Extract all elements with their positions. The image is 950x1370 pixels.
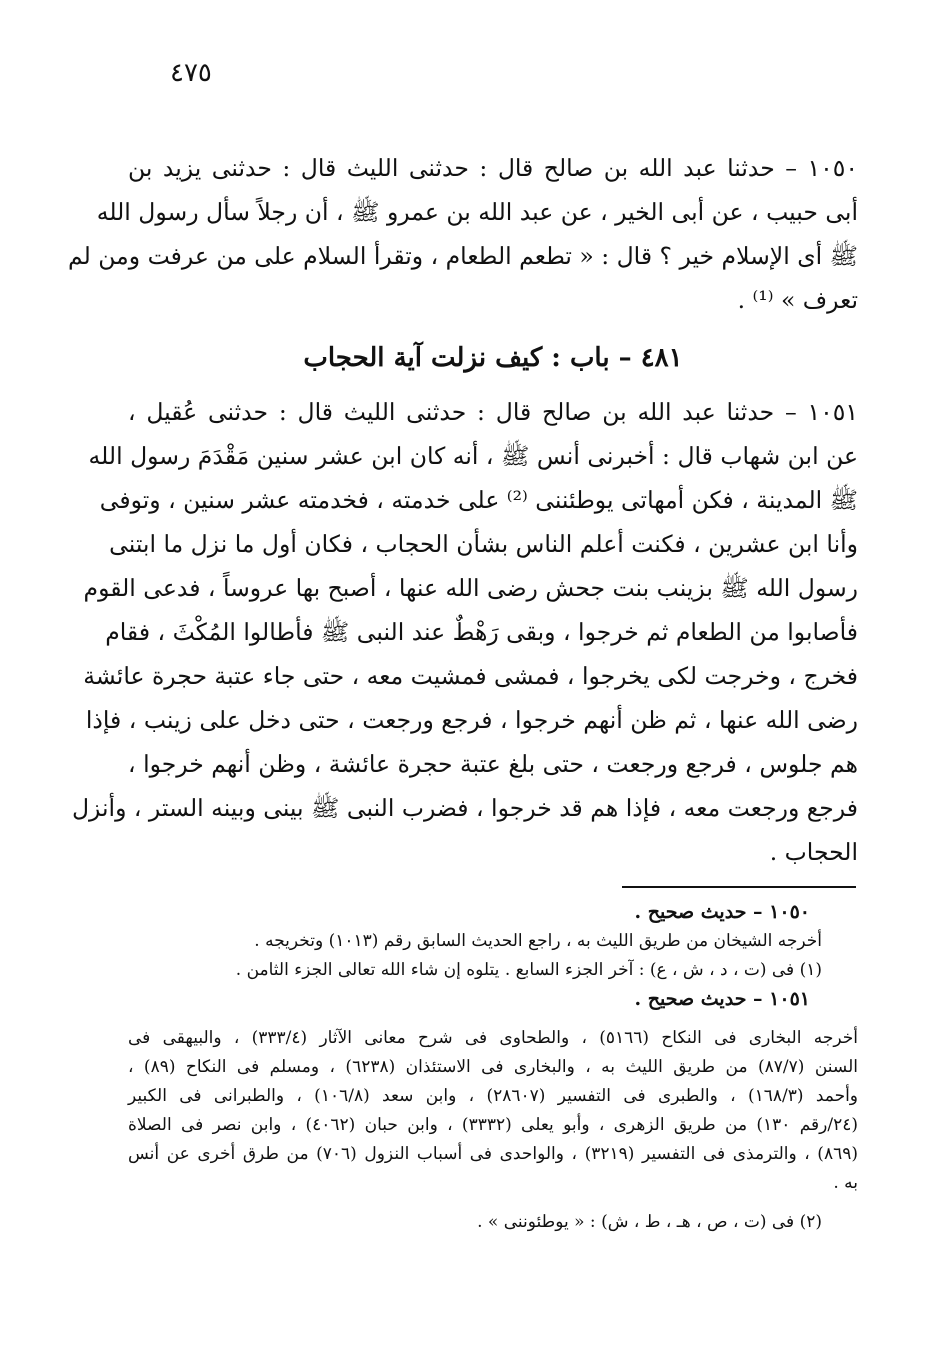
text-line: ١٠٥٠ – حدثنا عبد الله بن صالح قال : حدثنى الليث قال : حدثنى يزيد بن [128,154,858,182]
text-line: ﷺ أى الإسلام خير ؟ قال : « تطعم الطعام ، وتقرأ السلام على من عرفت ومن لم [68,242,858,270]
footnote-heading-1050: ١٠٥٠ – حديث صحيح . [634,901,810,923]
text-line: هم جلوس ، فرجع ورجعت ، حتى بلغ عتبة حجرة عائشة ، وظن أنهم خرجوا ، [128,750,858,778]
text-line: وأنا ابن عشرين ، فكنت أعلم الناس بشأن الحجاب ، فكان أول ما نزل ما ابتنى [109,530,858,558]
text-line: رضى الله عنها ، ثم ظن أنهم خرجوا ، فرجع ورجعت ، حتى دخل على زينب ، فإذا [85,706,858,734]
footnote-text-line: به . [833,1173,858,1193]
page-number: ٤٧٥ [170,58,212,88]
text-line: ﷺ المدينة ، فكن أمهاتى يوطئننى ⁽²⁾ على خدمته ، فخدمته عشر سنين ، وتوفى [99,486,858,514]
text-line: فرجع ورجعت معه ، فإذا هم قد خرجوا ، فضرب النبى ﷺ بينى وبينه الستر ، وأنزل [71,794,858,822]
text-line: أبى حبيب ، عن أبى الخير ، عن عبد الله بن عمرو ﷺ ، أن رجلاً سأل رسول الله [96,198,858,226]
text-line: ١٠٥١ – حدثنا عبد الله بن صالح قال : حدثنى الليث قال : حدثنى عُقيل ، [128,398,858,426]
footnotes-section [128,898,858,1237]
text-line: فخرج ، وخرجت لكى يخرجوا ، فمشى فمشيت معه ، حتى جاء عتبة حجرة عائشة [83,662,858,690]
footnote-heading-1051: ١٠٥١ – حديث صحيح . [634,988,810,1010]
hadith-1050-paragraph [68,146,858,322]
footnote-separator [622,886,856,888]
footnote-1: (١) فى (ت ، د ، ش ، ع) : آخر الجزء السابع . يتلوه إن شاء الله تعالى الجزء الثامن . [235,960,822,980]
text-line: فأصابوا من الطعام ثم خرجوا ، وبقى رَهْطٌ عند النبى ﷺ فأطالوا المُكْثَ ، فقام [105,618,858,646]
footnote-text-line: (٨٦٩) ، والترمذى فى التفسير (٣٢١٩) ، والواحدى فى أسباب النزول (٧٠٦) من طرق أخرى عن أنس [128,1144,858,1164]
hadith-1051-paragraph [71,390,858,874]
footnote-text-1050: أخرجه الشيخان من طريق الليث به ، راجع الحديث السابق رقم (١٠١٣) وتخريجه . [254,931,822,951]
footnote-text-line: (٢٤/رقم ١٣٠) من طريق الزهرى ، وأبو يعلى (٣٣٣٢) ، وابن حبان (٤٠٦٢) ، وابن نصر فى الصلاة [128,1115,858,1135]
text-line: الحجاب . [769,838,858,866]
footnote-text-line: أخرجه البخارى فى النكاح (٥١٦٦) ، والطحاوى فى شرح معانى الآثار (٣٣٣/٤) ، والبيهقى فى [128,1028,858,1048]
footnote-text-line: السنن (٨٧/٧) من طريق الليث به ، والبخارى فى الاستئذان (٦٢٣٨) ، ومسلم فى النكاح (٨٩) ، [128,1057,858,1077]
text-line: عن ابن شهاب قال : أخبرنى أنس ﷺ ، أنه كان ابن عشر سنين مَقْدَمَ رسول الله [88,442,858,470]
footnote-2: (٢) فى (ت ، ص ، هـ ، ط ، ش) : « يوطئوننى » . [477,1212,822,1232]
text-line: رسول الله ﷺ بزينب بنت جحش رضى الله عنها ، أصبح بها عروساً ، فدعى القوم [83,574,858,602]
text-line: تعرف » ⁽¹⁾ . [737,286,858,314]
footnote-text-line: وأحمد (١٦٨/٣) ، والطبرى فى التفسير (٢٨٦٠٧) ، وابن سعد (١٠٦/٨) ، والطبرانى فى الكبير [128,1086,859,1106]
chapter-heading: ٤٨١ – باب : كيف نزلت آية الحجاب [303,343,683,373]
